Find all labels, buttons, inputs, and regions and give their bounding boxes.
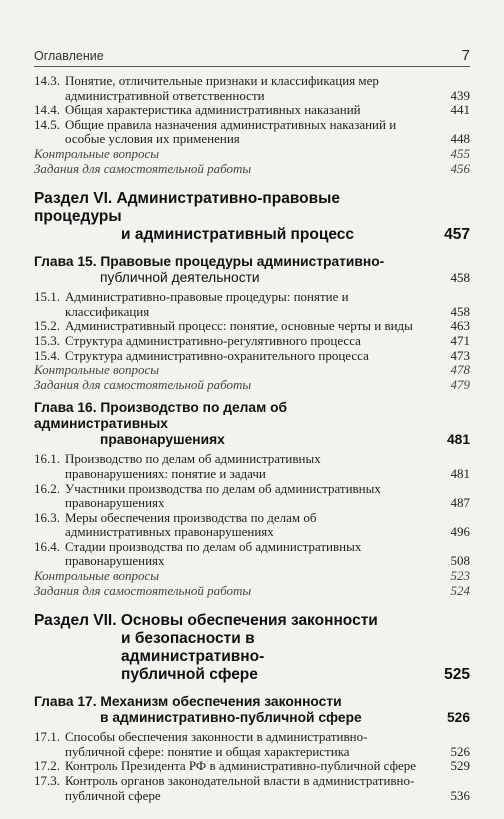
entry-title: Задания для самостоятельной работы: [34, 376, 252, 392]
toc-entry-15-4[interactable]: [34, 349, 470, 364]
toc-entry-14-4[interactable]: [34, 103, 470, 118]
entry-page: 439: [450, 87, 470, 103]
entry-title: Административный процесс: понятие, основные черты и виды: [65, 318, 413, 334]
toc-entry-15-1[interactable]: [34, 290, 470, 319]
toc-chapter-15[interactable]: [34, 254, 470, 286]
chapter-title-line2: публичной деятельности: [100, 270, 260, 286]
entry-number: 14.5.: [34, 116, 60, 132]
entry-page: 441: [450, 102, 470, 118]
section-title-line2: и безопасности в административно-: [121, 630, 265, 666]
entry-page: 463: [450, 318, 470, 334]
entry-page: 455: [450, 145, 470, 161]
entry-page: 479: [450, 376, 470, 392]
entry-page: 529: [450, 758, 470, 774]
entry-title: Структура административно-регулятивного процесса: [65, 332, 361, 348]
entry-number: 14.4.: [34, 102, 60, 118]
entry-page: 524: [450, 582, 470, 598]
section-title-line1: Раздел VI. Административно-правовые процедуры: [34, 190, 341, 226]
entry-number: 17.1.: [34, 729, 60, 745]
entry-page: 478: [450, 362, 470, 378]
entry-number: 16.3.: [34, 509, 60, 525]
toc-entry-self-study[interactable]: [34, 162, 470, 177]
toc-section-6[interactable]: [34, 190, 470, 244]
toc-entry-14-5[interactable]: [34, 118, 470, 147]
chapter-title-line1: Глава 16. Производство по делам об административных: [34, 400, 288, 432]
entry-page: 456: [450, 160, 470, 176]
toc-entry-review-questions[interactable]: [34, 147, 470, 162]
toc-entry-16-1[interactable]: [34, 452, 470, 481]
toc-entry-16-4[interactable]: [34, 540, 470, 569]
entry-number: 17.3.: [34, 773, 60, 789]
entry-number: 16.1.: [34, 451, 60, 467]
toc-entry-self-study[interactable]: [34, 378, 470, 393]
toc-entry-14-3[interactable]: [34, 74, 470, 103]
entry-title: Задания для самостоятельной работы: [34, 160, 252, 176]
running-head: [34, 44, 470, 67]
section-page: 457: [444, 226, 470, 244]
entry-title: Контроль Президента РФ в административно-публичной сфере: [65, 758, 417, 774]
entry-title: Задания для самостоятельной работы: [34, 582, 252, 598]
entry-number: 16.2.: [34, 480, 60, 496]
entry-number: 15.3.: [34, 332, 60, 348]
entry-title: Контрольные вопросы: [34, 568, 160, 584]
toc-section-7[interactable]: [34, 612, 470, 684]
toc-entry-16-2[interactable]: [34, 482, 470, 511]
entry-title: Способы обеспечения законности в административно-публичной сфере: понятие и общая характеристика: [65, 729, 368, 759]
entry-number: 14.3.: [34, 73, 60, 88]
page-number: 7: [461, 47, 470, 64]
table-of-contents: [34, 74, 470, 803]
entry-page: 458: [450, 303, 470, 319]
entry-number: 15.1.: [34, 289, 60, 305]
section-title-line2: и административный процесс: [121, 226, 355, 244]
entry-page: 487: [450, 495, 470, 511]
toc-entry-15-2[interactable]: [34, 319, 470, 334]
toc-chapter-16[interactable]: [34, 400, 470, 448]
entry-page: 481: [450, 465, 470, 481]
entry-title: Участники производства по делам об административных правонарушениях: [65, 480, 381, 511]
toc-chapter-17[interactable]: [34, 694, 470, 726]
entry-title: Контрольные вопросы: [34, 145, 160, 161]
entry-title: Общие правила назначения административных наказаний и особые условия их применения: [65, 116, 397, 147]
chapter-title-line2: правонарушениях: [100, 432, 225, 448]
toc-entry-15-3[interactable]: [34, 334, 470, 349]
chapter-page: 526: [446, 710, 470, 726]
entry-page: 508: [450, 553, 470, 569]
entry-title: Административно-правовые процедуры: понятие и классификация: [65, 289, 349, 319]
running-head-title: Оглавление: [34, 49, 104, 63]
entry-page: 471: [450, 332, 470, 348]
chapter-page: 458: [450, 270, 470, 286]
section-title-line3: публичной сфере: [121, 666, 258, 684]
entry-title: Производство по делам об административных правонарушениях: понятие и задачи: [65, 451, 321, 481]
toc-entry-17-1[interactable]: [34, 730, 470, 759]
entry-title: Стадии производства по делам об административных правонарушениях: [65, 538, 362, 569]
entry-number: 15.2.: [34, 318, 60, 334]
entry-page: 496: [450, 524, 470, 540]
section-title-line1: Раздел VII. Основы обеспечения законности: [34, 612, 378, 630]
toc-entry-16-3[interactable]: [34, 511, 470, 540]
entry-page: 523: [450, 568, 470, 584]
entry-number: 16.4.: [34, 538, 60, 554]
chapter-page: 481: [446, 432, 470, 448]
entry-page: 448: [450, 131, 470, 147]
toc-entry-self-study[interactable]: [34, 584, 470, 599]
section-page: 525: [444, 666, 470, 684]
entry-title: Понятие, отличительные признаки и классификация мер административной ответственности: [65, 73, 379, 103]
toc-entry-17-3[interactable]: [34, 774, 470, 803]
chapter-title-line2: в административно-публичной сфере: [100, 710, 362, 726]
entry-title: Структура административно-охранительного процесса: [65, 347, 369, 363]
toc-entry-17-2[interactable]: [34, 759, 470, 774]
toc-entry-review-questions[interactable]: [34, 569, 470, 584]
entry-title: Контрольные вопросы: [34, 362, 160, 378]
toc-entry-review-questions[interactable]: [34, 363, 470, 378]
chapter-title-line1: Глава 17. Механизм обеспечения законности: [34, 694, 342, 710]
entry-title: Контроль органов законодательной власти в административно-публичной сфере: [65, 773, 415, 803]
chapter-title-line1: Глава 15. Правовые процедуры административно-: [34, 254, 385, 270]
entry-page: 473: [450, 347, 470, 363]
entry-page: 536: [450, 787, 470, 803]
entry-page: 526: [450, 743, 470, 759]
entry-title: Меры обеспечения производства по делам об административных правонарушениях: [65, 509, 317, 540]
entry-title: Общая характеристика административных наказаний: [65, 102, 361, 118]
entry-number: 17.2.: [34, 758, 60, 774]
entry-number: 15.4.: [34, 347, 60, 363]
